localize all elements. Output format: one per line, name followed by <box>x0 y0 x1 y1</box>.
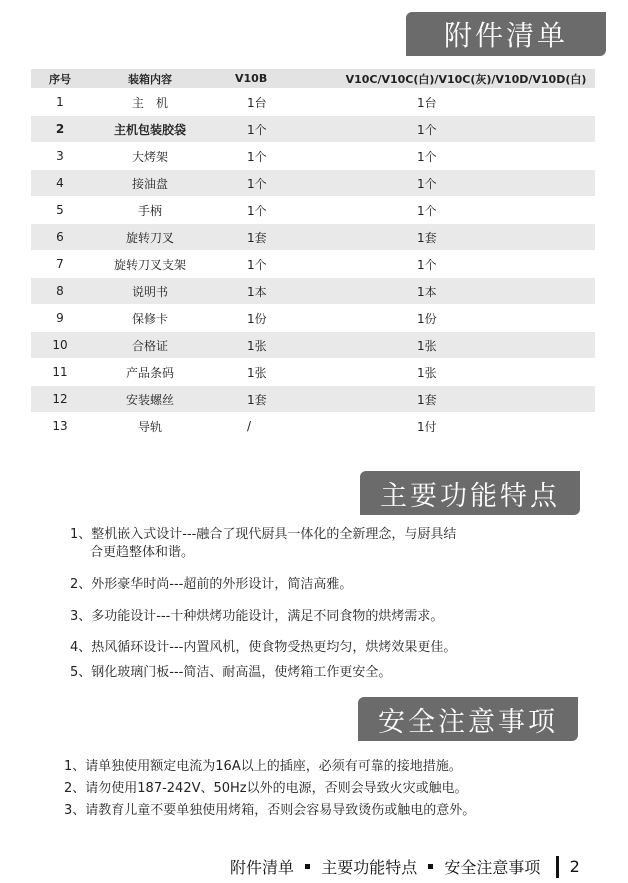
accessories-table <box>31 68 595 440</box>
feature-item: 2、外形豪华时尚---超前的外形设计，简洁高雅。 <box>70 577 353 592</box>
row-item-name: 旋转刀叉支架 <box>89 251 211 277</box>
safety-item: 1、请单独使用额定电流为16A以上的插座，必须有可靠的接地措施。 <box>64 759 462 774</box>
row-qty-v10c: 1个 <box>327 251 595 277</box>
header-v10c: V10C/V10C(白)/V10C(灰)/V10D/V10D(白) <box>327 69 595 88</box>
row-item-name: 接油盘 <box>89 170 211 196</box>
row-qty-v10c: 1个 <box>327 116 595 142</box>
table-row <box>31 197 595 223</box>
safety-item: 3、请教育儿童不要单独使用烤箱，否则会容易导致烫伤或触电的意外。 <box>64 803 476 818</box>
safety-banner: 安全注意事项 <box>358 697 578 741</box>
footer-section-accessories: 附件清单 <box>230 858 295 877</box>
row-item-name: 大烤架 <box>89 143 211 169</box>
footer-section-features: 主要功能特点 <box>321 858 418 877</box>
row-index: 12 <box>31 386 89 412</box>
row-item-name: 产品条码 <box>89 359 211 385</box>
row-qty-v10c: 1张 <box>327 359 595 385</box>
table-row <box>31 359 595 385</box>
row-index: 9 <box>31 305 89 331</box>
table-row <box>31 332 595 358</box>
row-qty-v10b: 1张 <box>211 332 327 358</box>
row-index: 3 <box>31 143 89 169</box>
row-index: 1 <box>31 89 89 115</box>
separator-dot <box>305 864 310 869</box>
row-qty-v10b: 1份 <box>211 305 327 331</box>
separator-dot <box>428 864 433 869</box>
row-qty-v10c: 1本 <box>327 278 595 304</box>
row-item-name: 说明书 <box>89 278 211 304</box>
row-qty-v10b: 1套 <box>211 386 327 412</box>
table-body <box>31 89 595 439</box>
row-qty-v10c: 1张 <box>327 332 595 358</box>
row-qty-v10c: 1份 <box>327 305 595 331</box>
feature-item: 3、多功能设计---十种烘烤功能设计，满足不同食物的烘烤需求。 <box>70 609 444 624</box>
row-item-name: 主机包装胶袋 <box>89 116 211 142</box>
row-qty-v10c: 1个 <box>327 170 595 196</box>
table-row <box>31 116 595 142</box>
row-qty-v10b: 1个 <box>211 170 327 196</box>
row-qty-v10b: 1张 <box>211 359 327 385</box>
row-qty-v10b: 1套 <box>211 224 327 250</box>
table-row <box>31 224 595 250</box>
row-index: 5 <box>31 197 89 223</box>
row-item-name: 主 机 <box>89 89 211 115</box>
row-item-name: 保修卡 <box>89 305 211 331</box>
row-item-name: 手柄 <box>89 197 211 223</box>
row-qty-v10b: 1台 <box>211 89 327 115</box>
page-footer <box>230 855 620 881</box>
row-qty-v10b: / <box>211 413 327 439</box>
table-row <box>31 170 595 196</box>
row-qty-v10b: 1本 <box>211 278 327 304</box>
safety-item: 2、请勿使用187-242V、50Hz以外的电源，否则会导致火灾或触电。 <box>64 781 468 796</box>
feature-item: 1、整机嵌入式设计---融合了现代厨具一体化的全新理念，与厨具结 <box>70 527 457 542</box>
row-index: 4 <box>31 170 89 196</box>
row-qty-v10b: 1个 <box>211 116 327 142</box>
header-index: 序号 <box>31 69 89 88</box>
row-index: 8 <box>31 278 89 304</box>
table-row <box>31 143 595 169</box>
row-qty-v10c: 1套 <box>327 386 595 412</box>
row-qty-v10b: 1个 <box>211 251 327 277</box>
row-index: 10 <box>31 332 89 358</box>
table-row <box>31 386 595 412</box>
table-header-row <box>31 69 595 88</box>
table-row <box>31 413 595 439</box>
row-qty-v10c: 1台 <box>327 89 595 115</box>
row-index: 2 <box>31 116 89 142</box>
row-index: 11 <box>31 359 89 385</box>
row-qty-v10c: 1套 <box>327 224 595 250</box>
row-item-name: 合格证 <box>89 332 211 358</box>
page-number-divider <box>556 856 559 878</box>
row-item-name: 旋转刀叉 <box>89 224 211 250</box>
row-qty-v10c: 1个 <box>327 197 595 223</box>
table-row <box>31 89 595 115</box>
feature-item: 5、钢化玻璃门板---简洁、耐高温，使烤箱工作更安全。 <box>70 665 392 680</box>
row-index: 13 <box>31 413 89 439</box>
row-qty-v10c: 1付 <box>327 413 595 439</box>
table-row <box>31 251 595 277</box>
table-row <box>31 305 595 331</box>
row-item-name: 导轨 <box>89 413 211 439</box>
features-banner: 主要功能特点 <box>360 471 580 515</box>
accessories-banner: 附件清单 <box>406 12 606 56</box>
header-v10b: V10B <box>211 69 327 88</box>
row-item-name: 安装螺丝 <box>89 386 211 412</box>
row-qty-v10c: 1个 <box>327 143 595 169</box>
row-index: 6 <box>31 224 89 250</box>
row-index: 7 <box>31 251 89 277</box>
feature-item-continued: 合更趋整体和谐。 <box>90 545 195 560</box>
row-qty-v10b: 1个 <box>211 143 327 169</box>
table-row <box>31 278 595 304</box>
page-number: 2 <box>569 857 580 876</box>
header-contents: 装箱内容 <box>89 69 211 88</box>
footer-section-safety: 安全注意事项 <box>444 858 541 877</box>
row-qty-v10b: 1个 <box>211 197 327 223</box>
feature-item: 4、热风循环设计---内置风机，使食物受热更均匀，烘烤效果更佳。 <box>70 640 457 655</box>
